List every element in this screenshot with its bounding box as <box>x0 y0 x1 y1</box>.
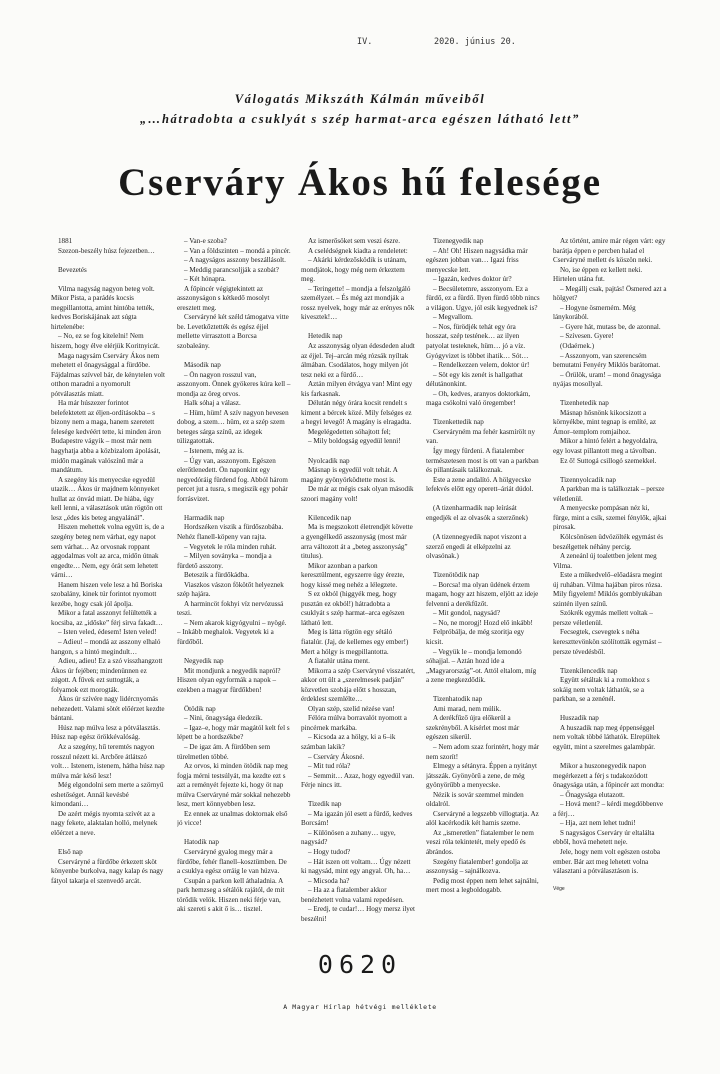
paragraph-spacer <box>177 695 291 705</box>
paragraph-spacer <box>51 838 165 848</box>
paragraph: De már az mégis csak olyan második szoori magány volt! <box>301 485 414 503</box>
paragraph: – No, ne morogj! Hozd elő inkább! <box>433 618 533 627</box>
paragraph: Szezon-beszély húsz fejezetben… <box>58 246 155 255</box>
paragraph: – Ha az a fiatalember akkor benézhetett volna valami repedésen. <box>301 886 404 904</box>
paragraph: – Mit tud róla? <box>308 762 351 771</box>
paragraph: Szókrék egymás mellett voltak – persze véletlenül. <box>553 609 653 627</box>
paragraph: Hiszen mehettek volna együtt is, de a szegény beteg nem várhat, egy napot sem várhat… Az orvosnak roppant aggodalmas volt az arca, midőn útnak engedte… Nem, egy órát sem lehetett várni… <box>51 523 165 580</box>
paragraph: – Különösen a zuhany… ugye, nagysád? <box>301 828 396 847</box>
paragraph: Fecsegtek, csevegtek s néha kereszttevönkön szólították egymást – persze tévedésből. <box>553 628 662 656</box>
paragraph: – Milyen soványka – mondja a fürdető asszony. <box>177 552 272 570</box>
paragraph: Az asszonyság olyan édesdeden aludt az éjjel. Tej–arcán még rózsák nyíltak álmában. Csodálatos, hogy milyen jót tesz neki ez a fürdő… <box>301 342 415 379</box>
paragraph: Nézik is sovár szemmel minden oldalról. <box>426 790 524 809</box>
paragraph: – De igaz ám. A fürdőben sem türelmetlen többé. <box>177 742 271 761</box>
paragraph: Huszadik nap <box>560 714 599 723</box>
paragraph: Mikor a fatal asszonyt felültették a kocsiba, az „időske” férj sírva fakadt… <box>51 609 163 627</box>
paragraph-spacer <box>301 323 415 333</box>
paragraph: A zeneánl új toalettben jelent meg Vilma. <box>553 552 657 570</box>
paragraph: – Vegyük le – mondja lemondó sóhajjal. – Aztán hozd ide a „Magyarország”-ot. Attól eltalom, míg a zene megkezdődik. <box>426 647 537 685</box>
paragraph: Együtt sétáltak ki a romokhoz s sokáig nem voltak láthatók, se a parkban, se a zenénél. <box>553 676 650 704</box>
paragraph-spacer <box>51 275 165 285</box>
paragraph-spacer <box>177 648 291 658</box>
paragraph-spacer <box>301 447 415 457</box>
paragraph: – Meddig parancsoljják a szobát? <box>184 265 279 274</box>
paragraph: Kölcsönösen üdvözölték egymást és beszélgettek néhány percig. <box>553 532 664 551</box>
paragraph: – Oh, kedves, aranyos doktorkám, maga csókolni való öregember! <box>426 389 531 408</box>
paragraph: – Teringette! – mondja a felszolgáló személyzet. – És még azt mondják a rossz nyelvek, hogy már az erényes nők kivesztek!… <box>301 284 415 322</box>
paragraph: – Rendelkezzen velem, doktor úr! <box>433 361 530 370</box>
paragraph: – Örülök, uram! – mond őnagysága nyájas mosollyal. <box>553 370 661 389</box>
paragraph: Tizenkilencedik nap <box>560 666 618 675</box>
paragraph: Ákos úr szívére nagy lidércnyomás nehezedett. Valami sötét előérzet kezdte bántani. <box>51 695 165 723</box>
paragraph: – Hová ment? – kérdi megdöbbenve a férj… <box>553 800 664 818</box>
paragraph: Mikor azonban a parkon keresztülment, egyszerre úgy érezte, hogy kissé meg nehéz a lélegzete. <box>301 561 405 589</box>
paragraph: – Hogy tudod? <box>308 848 351 856</box>
paragraph: – Van a földszinten – mondá a pincér. <box>184 246 291 255</box>
paragraph: – Ön nagyon rosszul van, asszonyom. Önnek gyökeres kúra kell – mondja az öreg orvos. <box>177 370 291 398</box>
paragraph: Cserváryné két széld támogatva vitte be. Levetkőztették és egész éjjel mellette virrasztott a Borcsa szobaleány. <box>177 313 289 351</box>
paragraph: – Söt egy kis zenét is hallgathat délutánonkint. <box>426 370 523 389</box>
paragraph: Az orvos, ki minden ötödik nap meg fogja mérni testsúlyát, ma kezdte ezt s azt a reményét fejezte ki, hogy öt nap múlva Cserváryné már sokkal nehezebb lesz, mert könnyebben lesz. <box>177 762 291 809</box>
paragraph: – Nini, őnagysága éledezik. <box>184 714 263 723</box>
paragraph: – Isten veled, édesem! Isten veled! <box>58 628 157 637</box>
paragraph: A cselédségnek kiadta a rendeletet: <box>308 246 408 255</box>
paragraph-spacer <box>426 523 540 533</box>
paragraph-spacer <box>301 791 415 801</box>
paragraph: A harmincöt fokhyi víz nervózussá teszi. <box>177 599 284 618</box>
paragraph: Hatodik nap <box>184 838 219 847</box>
paragraph: Tizenötödik nap <box>433 571 480 580</box>
paragraph: – Ah! Oh! Hiszen nagysádka már egészen jobban van… Igazi friss menyecske lett. <box>426 246 528 274</box>
paragraph: – Istenem, még az is. <box>184 447 244 456</box>
paragraph: S ez okból (higgyék meg, hogy pusztán ez okból!) hátradobta a csuklyát s szép harmat–arca egészen látható lett. <box>301 590 405 627</box>
paragraph: Halk sóhaj a válasz. <box>184 399 241 408</box>
paragraph-spacer <box>553 466 667 476</box>
paragraph: Tizenkettedik nap <box>433 418 484 427</box>
paragraph: – A nagyságos asszony beszállásolt. <box>184 256 286 265</box>
paragraph: Így megy fürdeni. A fiatalember természetesen most is ott van a parkban és pillantásaik találkoznak. <box>426 447 539 475</box>
paragraph: A huszadik nap meg éppenséggel nem voltak többé láthatók. Elrepültek együtt, mint a szerelmes galambpár. <box>553 723 660 751</box>
paragraph: – Igazán, kedves doktor úr? <box>433 275 512 284</box>
paragraph: Vilma nagyság nagyon beteg volt. Mikor Pista, a parádés kocsis megpillantotta, amint hintóba tették, kedves Boriskájának azt súgta hirtelenébe: <box>51 284 155 331</box>
paragraph: (A tizennegyedik napot viszont a szerző engedi át elképzelni az olvasónak.) <box>426 532 527 561</box>
paragraph: Felpróbálja, de még szoritja egy kicsit. <box>426 628 525 646</box>
page-number: IV. <box>357 37 373 47</box>
paragraph: – Ma igazán jól esett a fürdő, kedves Borcsám! <box>301 809 413 828</box>
paragraph: – Megvallom. <box>433 313 473 322</box>
paragraph: – Adieu! – mondá az asszony elhaló hangon, s a hintó megindult… <box>51 637 161 656</box>
kicker-quote: „…hátradobta a csuklyát s szép harmat-arca egészen látható lett” <box>140 112 580 126</box>
paragraph: Az „ismeretlen” fiatalember le nem veszi róla tekintetét, mely epedő és ábrándos. <box>426 828 534 856</box>
paragraph: – Hát iszen ott voltam… Úgy nézett ki nagysád, mint egy angyal. Oh, ha… <box>301 857 411 876</box>
paragraph-spacer <box>553 390 667 400</box>
paragraph: Mit mondjunk a negyedik napról? Hiszen olyan egyformák a napok – ezekben a magyar fürdőkben! <box>177 666 281 694</box>
paragraph: – Kicsoda az a hölgy, ki a 6–ik számban lakik? <box>301 733 396 751</box>
paragraph: Tizennyolcadik nap <box>560 475 616 484</box>
paragraph: – Cserváry Ákosné. <box>308 752 365 761</box>
paragraph: – Gyere hát, mutass be, de azonnal. <box>560 322 661 331</box>
paragraph: Megelégedetten sóhajtott fel; <box>308 427 391 436</box>
paragraph-spacer <box>426 495 540 505</box>
paragraph: – Hüm, hüm! A szív nagyon hevesen dobog, a szem… hüm, ez a szép szem beteges sárga színű, az idegek túlizgatottak. <box>177 408 289 446</box>
paragraph: Viaszkos vászon fökötőt helyeznek szép hajára. <box>177 580 284 599</box>
paragraph: Félóra múlva borravalót nyomott a pincérnek markába. <box>301 714 407 732</box>
kicker-line: Válogatás Mikszáth Kálmán műveiből <box>234 92 486 106</box>
paragraph-spacer <box>553 705 667 715</box>
paragraph: – Eredj, te cudar!… Hogy mersz ilyet beszélni! <box>301 905 415 923</box>
paragraph-spacer <box>553 753 667 763</box>
paragraph: Meg is látta rögtön egy sétáló fiatalúr. (Jaj, de kellemes egy ember!) Mert a hölgy is megpillantotta. <box>301 628 409 656</box>
paragraph: A szegény kis menyecske egyedül utazik… Ákos úr majdnem könnyeket hullat az ónvád miatt. De hiába, úgy kell lenni, a választások után rögtön ott lesz „édes kis beteg angyalánál”. <box>51 475 163 522</box>
paragraph-spacer <box>426 409 540 419</box>
paragraph: Tizenegyedik nap <box>433 237 484 245</box>
paragraph: Bevezetés <box>58 265 87 274</box>
paragraph: A főpincér végigtekintett az asszonyságon s kétkedő mosolyt eresztett meg. <box>177 284 270 312</box>
paragraph: Húsz nap múlva lesz a pótválasztás. Húsz nap egész örökkévalóság. <box>51 723 161 742</box>
paragraph: Cserváryném ma fehér kasmírölt ny van. <box>426 427 536 446</box>
paragraph: Ötödik nap <box>184 704 216 713</box>
paragraph: Pedig most éppen nem lehet sajnálni, mert most a legboldogabb. <box>426 876 539 895</box>
paragraph: Maga nagysám Cserváry Ákos nem mehetett el őnagysággal a fürdőbe. Fájdalmas szívvel bár, de kénytelen volt otthon maradni a nyomorult pótválasztás miatt. <box>51 351 165 398</box>
paragraph-spacer <box>553 657 667 667</box>
paragraph-spacer <box>426 562 540 572</box>
text-column-2 <box>177 237 291 937</box>
paragraph: Cserváryné gyalog megy már a fürdőbe, fehér flanell–kosztümben. De a csuklya egész orráig le van húzva. <box>177 848 287 876</box>
paragraph: – Van-e szoba? <box>184 237 227 245</box>
paragraph: – Úgy van, asszonyom. Egészen elerőtlenedett. Ön naponkint egy negyedóráig fürdend fog. Abból három percet jut a tusra, s megiszik egy pohár forrásvizet. <box>177 456 288 503</box>
paragraph: Szegény fiatalember! gondolja az asszonyság – sajnálkozva. <box>426 857 529 876</box>
paragraph: Mikor a hintó felért a hegyoldalra, egy lovast pillantott meg a távolban. <box>553 437 658 456</box>
paragraph: Jele, hogy nem volt egészen ostoba ember. Bár azt meg lehetett volna választani a pótválasztáson is. <box>553 848 661 876</box>
paragraph: A fiatalúr utána ment. <box>308 657 370 666</box>
paragraph: – Mily boldogság egyedül lenni! <box>308 437 401 446</box>
article-title: Cserváry Ákos hű felesége <box>118 161 602 204</box>
paragraph: Hanem hiszen vele lesz a hű Boriska szobalány, kinek túr forintot nyomott kezébe, hogy csak jól ápolja. <box>51 580 163 608</box>
paragraph-spacer <box>177 504 291 514</box>
text-column-3 <box>301 237 415 937</box>
paragraph: Adieu, adieu! Ez a szó visszhangzott Ákos úr fejében; mindenünnen ez zúgott. A fűvek ezt suttogták, a folyamok ezt morogták. <box>51 657 163 694</box>
paragraph: Este a műkedvelő–előadásra megint új ruhában. Vilma hajában piros rózsa. Mily figyelem! Miklós gomblyukában szintén ilyen színű. <box>553 571 663 608</box>
paragraph: Délután négy órára kocsit rendelt s kiment a bércek közé. Mily felséges ez a hegyi levegő! A magány is elragadta. <box>301 399 412 427</box>
paragraph: Cserváryné a fürdőbe érkezett sköt könyenbe burkolva, nagy kalap és nagy fátyol takarja el szenvedő arcát. <box>51 857 164 885</box>
paragraph: Kilencedik nap <box>308 513 352 522</box>
paragraph: – Igaz–e, hogy már magától kelt fel s lépett be a hordszékbe? <box>177 723 290 742</box>
paragraph-spacer <box>177 829 291 839</box>
paragraph-spacer <box>177 352 291 362</box>
paragraph: – Vegyetek le róla minden ruhát. <box>184 542 277 551</box>
paragraph: Negyedik nap <box>184 657 224 666</box>
paragraph: A derékfűző újra előkerül a szekrényből. A kísérlet most már egészen sikerül. <box>426 714 520 742</box>
paragraph: Ha már húszezer forintot belefektetett az éljen-ordításokba – s bizony nem a maga, hanem szeretett felesége kedvéért tette, ki minden áron Budapestre vágyik – most már nem hagyhatja abba a közbizalom ápolását, midőn magának valószínű már a mandátum. <box>51 399 161 475</box>
paragraph: – Semmit… Azaz, hogy egyedül van. Férje nincs itt. <box>301 771 415 790</box>
paragraph: Ez ő! Suttogá csillogó szemekkel. <box>560 456 657 465</box>
paragraph: – No, ez se fog kitelelni! Nem hiszem, hogy élve elérjük Koritnyicát. <box>51 332 160 351</box>
text-column-1 <box>51 237 165 937</box>
paragraph: – Asszonyom, van szerencsém bemutatni Fenyéry Miklós barátomat. <box>553 351 661 370</box>
paragraph: Ma is megszokott életrendjét követte a gyengélkedő asszonyság (most már arra változott át a „beteg asszonyság” titulus). <box>301 523 413 561</box>
paragraph: Az ismerősöket sem veszi észre. <box>308 237 400 245</box>
paragraph: Nyolcadik nap <box>308 456 350 465</box>
paragraph: – Borcsa! ma olyan üdének érzem magam, hogy azt hiszem, eljött az ideje felvenni a derékfűzőt. <box>426 580 539 608</box>
paragraph: – Nos, fürödjék tehát egy óra hosszat, szép testének… az ilyen patyolat testeknek, hüm… jó a víz. Gyógyvizet is többet ihatik… Sót… <box>426 322 529 360</box>
paragraph: De azért mégis nyomta szívét az a nagy fekete, alaktalan holló, melynek előérzet a neve. <box>51 809 158 837</box>
paragraph: Beteszik a fürdőkádba. <box>184 571 250 580</box>
paragraph: Ez ennek az unalmas doktornak első jó vicce! <box>177 809 288 828</box>
paragraph: Másnap is egyedül volt tehát. A magány gyönyörködtette most is. <box>301 466 398 484</box>
paragraph: Harmadik nap <box>184 513 225 522</box>
paragraph: – Szívesen. Gyere! <box>560 332 614 341</box>
text-column-4 <box>426 237 540 937</box>
paragraph: Hetedik nap <box>308 332 343 341</box>
paragraph: Aztán milyen étvágya van! Mint egy kis farkasnak. <box>301 380 413 398</box>
paragraph: Mikorra a szép Cserváryné visszatért, akkor ott ült a „szerelmesek padján” közvetlen szobája előtt s hosszan, érdeklest szemlélte… <box>301 666 415 704</box>
paragraph: Még elgondolni sem merte a szörnyű eshetőséget. Annál kevésbé kimondani… <box>51 781 164 809</box>
paragraph: – Nem adom szaz forintért, hogy már nem szorít! <box>426 742 540 761</box>
paragraph-spacer <box>51 256 165 266</box>
paragraph: (Odaérnek.) <box>560 342 595 351</box>
supplement-name: A Magyar Hírlap hétvégi melléklete <box>283 1003 437 1011</box>
paragraph: – Micsoda ha? <box>308 876 350 885</box>
paragraph: Hordszéken viszik a fürdőszobába. Nehéz flanell-köpeny van rajta. <box>177 523 284 541</box>
paragraph: – Megállj csak, pajtás! Ösmered azt a hölgyet? <box>553 284 667 303</box>
paragraph: Elmegy a sétányra. Éppen a nyitányt játsszák. Gyönyörű a zene, de még gyönyörűbb a menyecske. <box>426 762 538 790</box>
paragraph: Másnap hősnönk kikocsizott a környékbe, mint tegnap is említé, az Ámor–templom romjaihoz. <box>553 408 657 436</box>
article-body <box>51 237 671 937</box>
paragraph-spacer <box>301 504 415 514</box>
paragraph: – Hogyne ösmerném. Még lánykorából. <box>553 303 636 322</box>
issue-number: 0620 <box>317 950 403 979</box>
paragraph: Ami marad, nem múlik. <box>433 704 501 713</box>
paragraph: – Hja, azt nem lehet tudni! <box>560 819 636 828</box>
paragraph: Este a zene andalító. A hölgyecske lefekvés előtt egy operett–áriát dúdol. <box>426 475 534 494</box>
paragraph: 1881 <box>58 237 73 245</box>
paragraph: Tizenhatodik nap <box>433 695 483 704</box>
paragraph: – Két hónapra. <box>184 275 226 284</box>
article-signature: Vége <box>553 885 565 892</box>
paragraph: No, ise éppen ez kellett neki. Hirtelen utána fut. <box>553 265 643 284</box>
paragraph: – Őnagysága elutazott. <box>560 790 625 799</box>
paragraph: – Nem akarok kigyógyulni – nyögé. – Inkább meghalok. Vegyetek ki a fürdőből. <box>177 618 287 646</box>
page-header <box>0 37 720 51</box>
paragraph: Olyan szép, szelíd nézése van! <box>308 704 395 713</box>
paragraph: Második nap <box>184 361 221 370</box>
issue-date: 2020. június 20. <box>434 37 516 47</box>
paragraph: – Akárki kérdezősködik is utánam, mondjátok, hogy még nem érkeztem meg. <box>301 256 407 284</box>
paragraph: S nagyságos Cserváry úr eltalálta ebből, hová mehetett neje. <box>553 828 655 847</box>
paragraph: Csupán a parkon kell áthaladnia. A park hemzseg a sétálók rajától, de mit törődik velök. Hiszen neki férje van, aki szereti s akit ő is… tisztel. <box>177 876 285 914</box>
paragraph: Tizenhetedik nap <box>560 399 609 408</box>
text-column-5 <box>553 237 667 937</box>
paragraph: A menyecske pompásan néz ki, fürge, mint a csík, szemei fénylők, ajkai pirosak. <box>553 504 667 532</box>
paragraph: A parkban ma is találkoztak – persze véletlenül. <box>553 485 665 503</box>
paragraph: Mikor a huszonegyedik napon megérkezett a férj s tudakozódott őnagysága után, a főpincér azt mondta: <box>553 762 665 790</box>
paragraph: Első nap <box>58 848 83 856</box>
paragraph: – Becsületemre, asszonyom. Ez a fürdő, ez a fürdő. Ilyen fürdő több nincs a világon. Ugye, jól esik kegyednek is? <box>426 284 540 312</box>
paragraph: Cserváryné a legszebb villogtatja. Az alól kacérkodik két hamis szeme. <box>426 809 539 828</box>
paragraph: Az a szegény, hű teremtés nagyon rosszul nézett ki. Arcbőre átlátszó volt… Istenem, istenem, hátha húsz nap múlva már késő lesz! <box>51 742 165 780</box>
paragraph: Tizedik nap <box>308 800 342 809</box>
paragraph: – Mit gondol, nagysád? <box>433 609 500 618</box>
paragraph: (A tizenharmadik nap leírását engedjék el az olvasók a szerzőnek) <box>426 504 528 522</box>
paragraph: Az történt, amire már régen várt: egy barátja éppen e percben halad el Cserváryné mellett és köszön neki. <box>553 237 666 265</box>
paragraph-spacer <box>426 686 540 696</box>
